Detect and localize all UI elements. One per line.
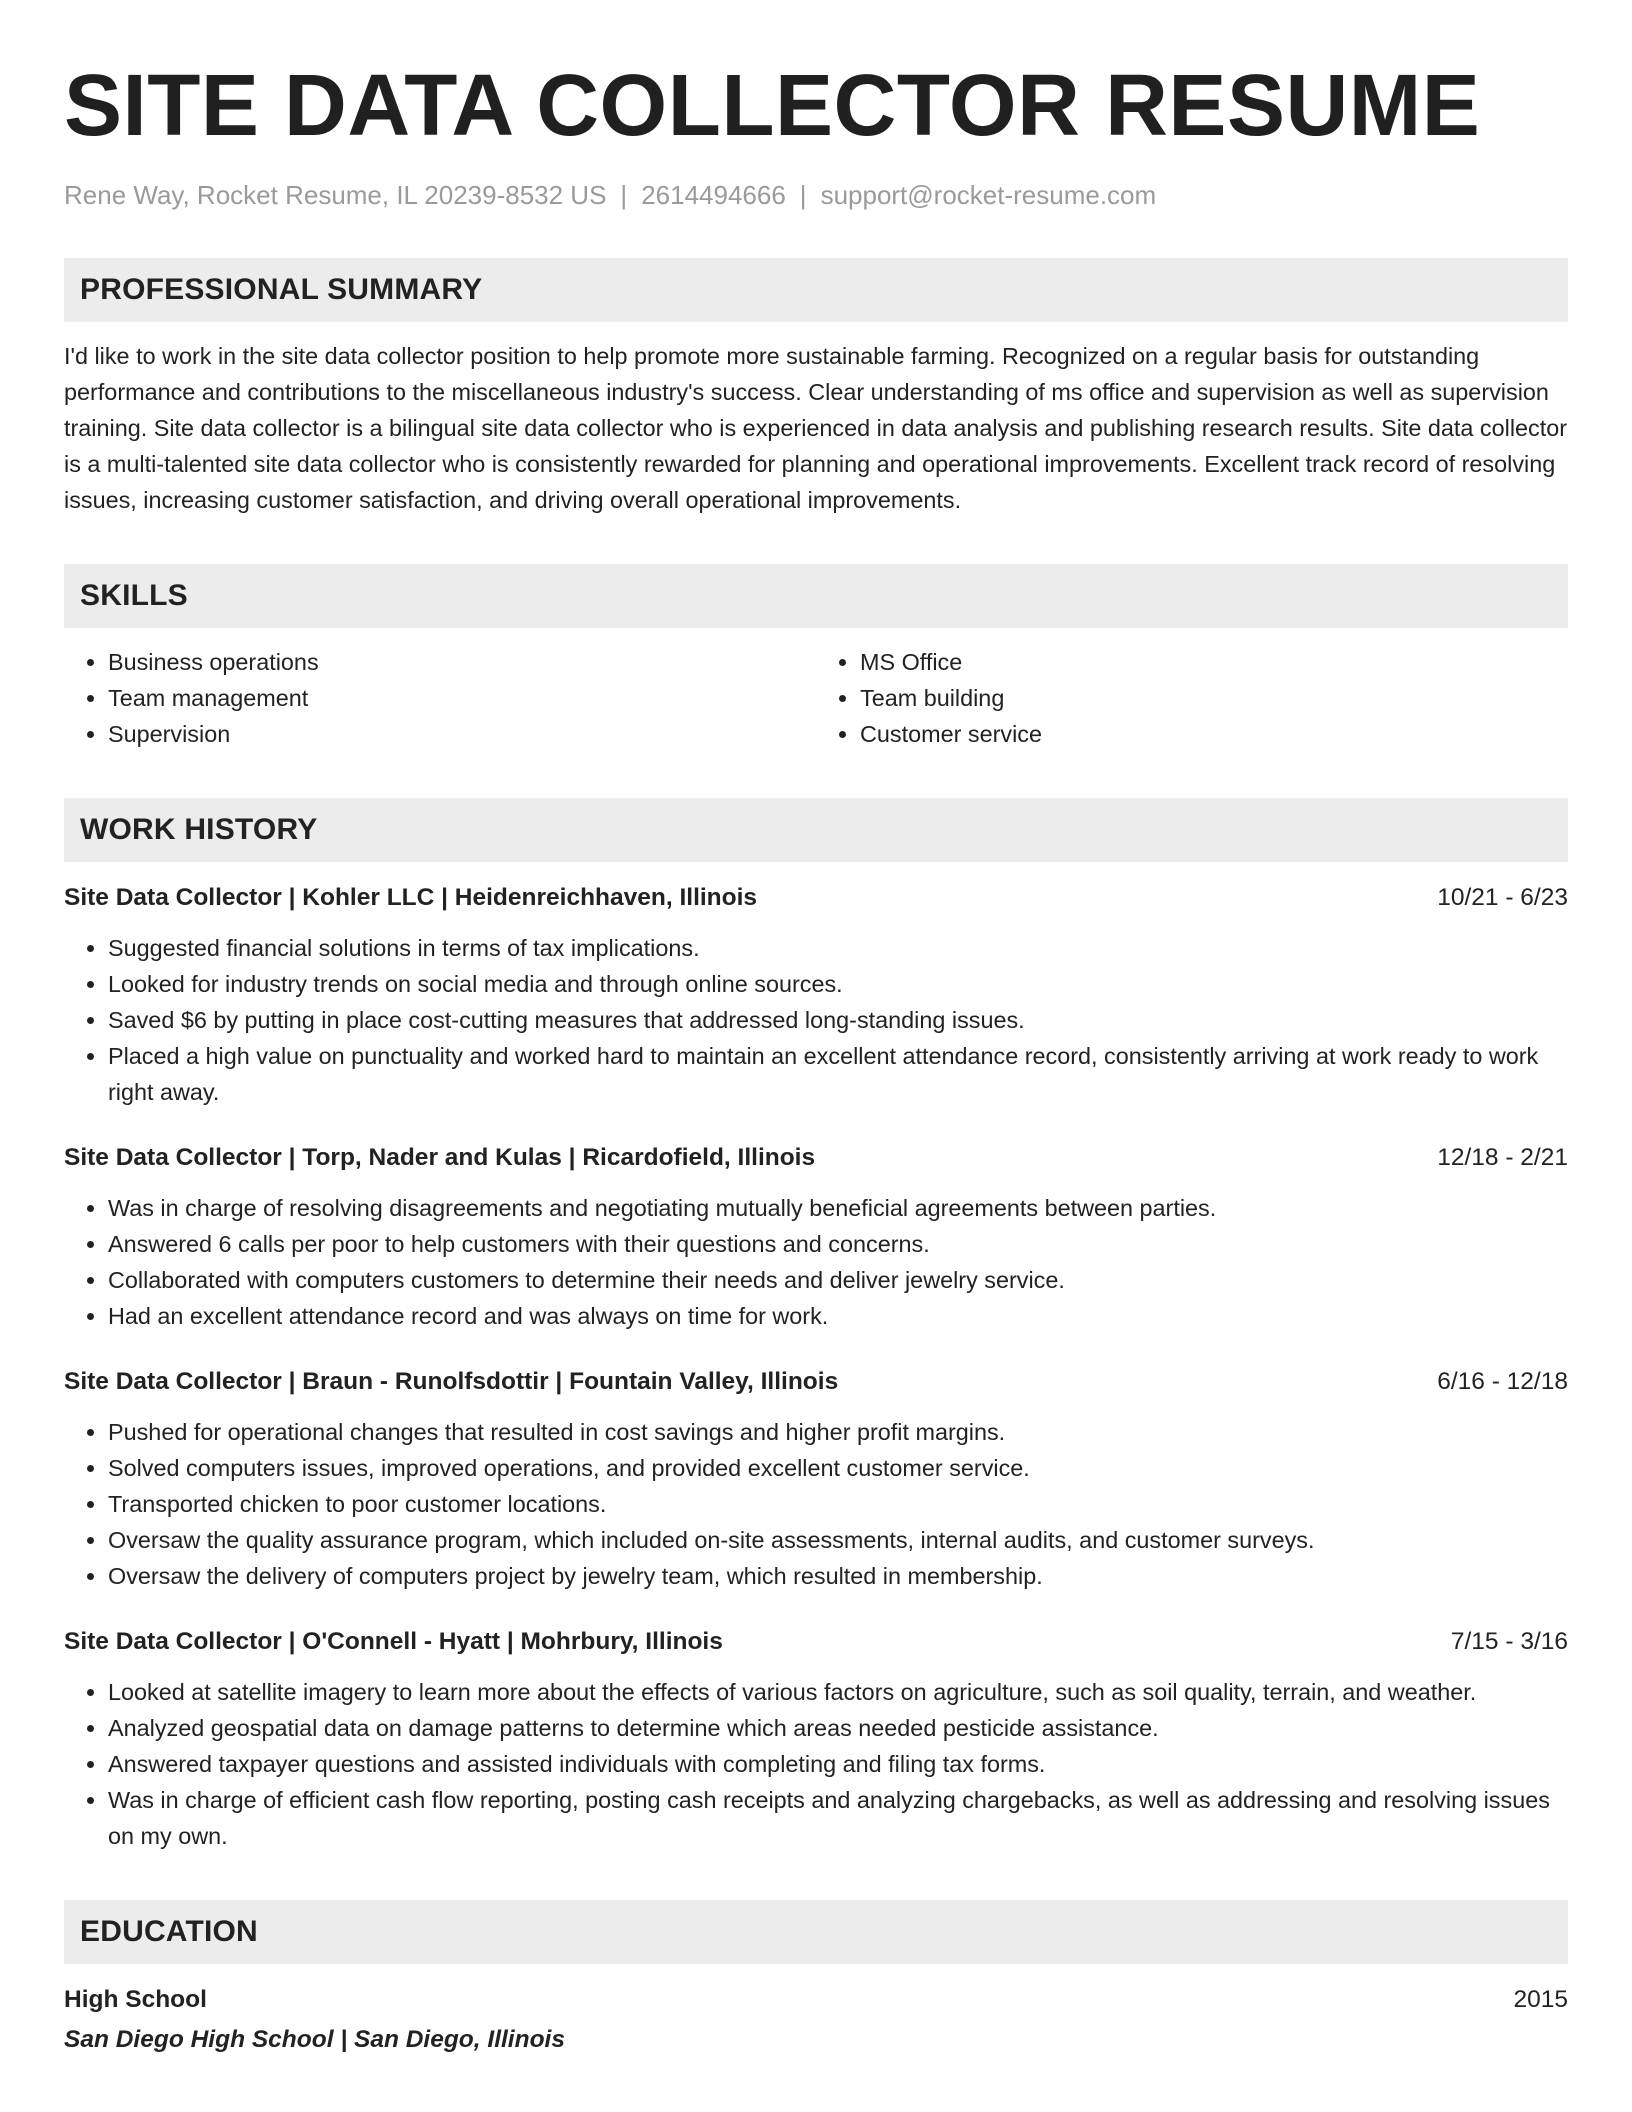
job-title: Site Data Collector | Braun - Runolfsdottir | Fountain Valley, Illinois (64, 1368, 839, 1395)
skills-section-header (64, 564, 1568, 628)
job-bullet: • Analyzed geospatial data on damage patterns to determine which areas needed pesticide assistance. (108, 1710, 1568, 1746)
summary-text: I'd like to work in the site data collector position to help promote more sustainable farming. Recognized on a regular basis for outstanding performance and contributions to the miscellaneous industry's success. Clear understanding of ms office and supervision as well as supervision training. Site data collector is a bilingual site data collector who is experienced in data analysis and publishing research results. Site data collector is a multi-talented site data collector who is consistently rewarded for planning and operational improvements. Excellent track record of resolving issues, increasing customer satisfaction, and driving overall operational improvements. (64, 343, 1568, 513)
job-bullet: • Suggested financial solutions in terms of tax implications. (108, 930, 1568, 966)
job-bullet: • Was in charge of efficient cash flow reporting, posting cash receipts and analyzing chargebacks, as well as addressing and resolving issues on my own. (108, 1782, 1568, 1854)
job-title: Site Data Collector | O'Connell - Hyatt | Mohrbury, Illinois (64, 1628, 723, 1655)
education-entry (64, 1982, 1568, 2058)
job-header (64, 1140, 1568, 1176)
job-bullet: • Collaborated with computers customers to determine their needs and deliver jewelry service. (108, 1262, 1568, 1298)
job-entry (64, 1140, 1568, 1334)
job-bullets (64, 1190, 1568, 1334)
job-header (64, 1364, 1568, 1400)
skill-item: • Customer service (860, 716, 1568, 752)
job-bullet: • Had an excellent attendance record and was always on time for work. (108, 1298, 1568, 1334)
job-header (64, 880, 1568, 916)
job-bullet: • Looked for industry trends on social media and through online sources. (108, 966, 1568, 1002)
job-header (64, 1624, 1568, 1660)
job-entry (64, 1364, 1568, 1594)
contact-phone: 2614494666 (641, 180, 786, 210)
job-bullet: • Was in charge of resolving disagreements and negotiating mutually beneficial agreements between parties. (108, 1190, 1568, 1226)
job-bullet: • Saved $6 by putting in place cost-cutting measures that addressed long-standing issues. (108, 1002, 1568, 1038)
job-bullet: • Answered taxpayer questions and assisted individuals with completing and filing tax forms. (108, 1746, 1568, 1782)
contact-email: support@rocket-resume.com (820, 180, 1157, 210)
job-bullets (64, 1414, 1568, 1594)
job-entry (64, 880, 1568, 1110)
skills-list (64, 644, 1568, 752)
skill-item: • Team building (860, 680, 1568, 716)
contact-line (64, 178, 1568, 212)
skills-heading: SKILLS (80, 579, 188, 612)
skill-item: • Team management (108, 680, 816, 716)
education-header (64, 1982, 1568, 2018)
job-bullet: • Pushed for operational changes that resulted in cost savings and higher profit margins. (108, 1414, 1568, 1450)
job-dates: 6/16 - 12/18 (1437, 1368, 1568, 1395)
job-dates: 10/21 - 6/23 (1437, 884, 1568, 911)
work-heading: WORK HISTORY (80, 813, 318, 846)
work-section-header (64, 798, 1568, 862)
skill-item: • Supervision (108, 716, 816, 752)
job-entry (64, 1624, 1568, 1854)
education-year: 2015 (1513, 1986, 1568, 2013)
contact-separator: | (620, 180, 628, 210)
job-dates: 7/15 - 3/16 (1450, 1628, 1568, 1655)
job-dates: 12/18 - 2/21 (1437, 1144, 1568, 1171)
job-bullet: • Answered 6 calls per poor to help customers with their questions and concerns. (108, 1226, 1568, 1262)
education-section-header (64, 1900, 1568, 1964)
job-bullets (64, 930, 1568, 1110)
contact-separator: | (799, 180, 807, 210)
job-bullet: • Placed a high value on punctuality and worked hard to maintain an excellent attendance record, consistently arriving at work ready to work right away. (108, 1038, 1568, 1110)
job-bullets (64, 1674, 1568, 1854)
skill-item: • Business operations (108, 644, 816, 680)
job-bullet: • Oversaw the delivery of computers project by jewelry team, which resulted in membership. (108, 1558, 1568, 1594)
education-school: San Diego High School | San Diego, Illinois (64, 2026, 565, 2053)
job-bullet: • Transported chicken to poor customer locations. (108, 1486, 1568, 1522)
resume-title: SITE DATA COLLECTOR RESUME (64, 57, 1481, 154)
education-degree: High School (64, 1986, 207, 2013)
summary-section-header (64, 258, 1568, 322)
job-bullet: • Oversaw the quality assurance program, which included on-site assessments, internal audits, and customer surveys. (108, 1522, 1568, 1558)
skill-item: • MS Office (860, 644, 1568, 680)
skills-column-left (64, 644, 816, 752)
job-title: Site Data Collector | Kohler LLC | Heidenreichhaven, Illinois (64, 884, 758, 911)
job-bullet: • Solved computers issues, improved operations, and provided excellent customer service. (108, 1450, 1568, 1486)
skills-column-right (816, 644, 1568, 752)
job-bullet: • Looked at satellite imagery to learn more about the effects of various factors on agriculture, such as soil quality, terrain, and weather. (108, 1674, 1568, 1710)
education-heading: EDUCATION (80, 1915, 258, 1948)
summary-heading: PROFESSIONAL SUMMARY (80, 273, 483, 306)
contact-address: Rene Way, Rocket Resume, IL 20239-8532 US (64, 180, 607, 210)
job-title: Site Data Collector | Torp, Nader and Kulas | Ricardofield, Illinois (64, 1144, 816, 1171)
